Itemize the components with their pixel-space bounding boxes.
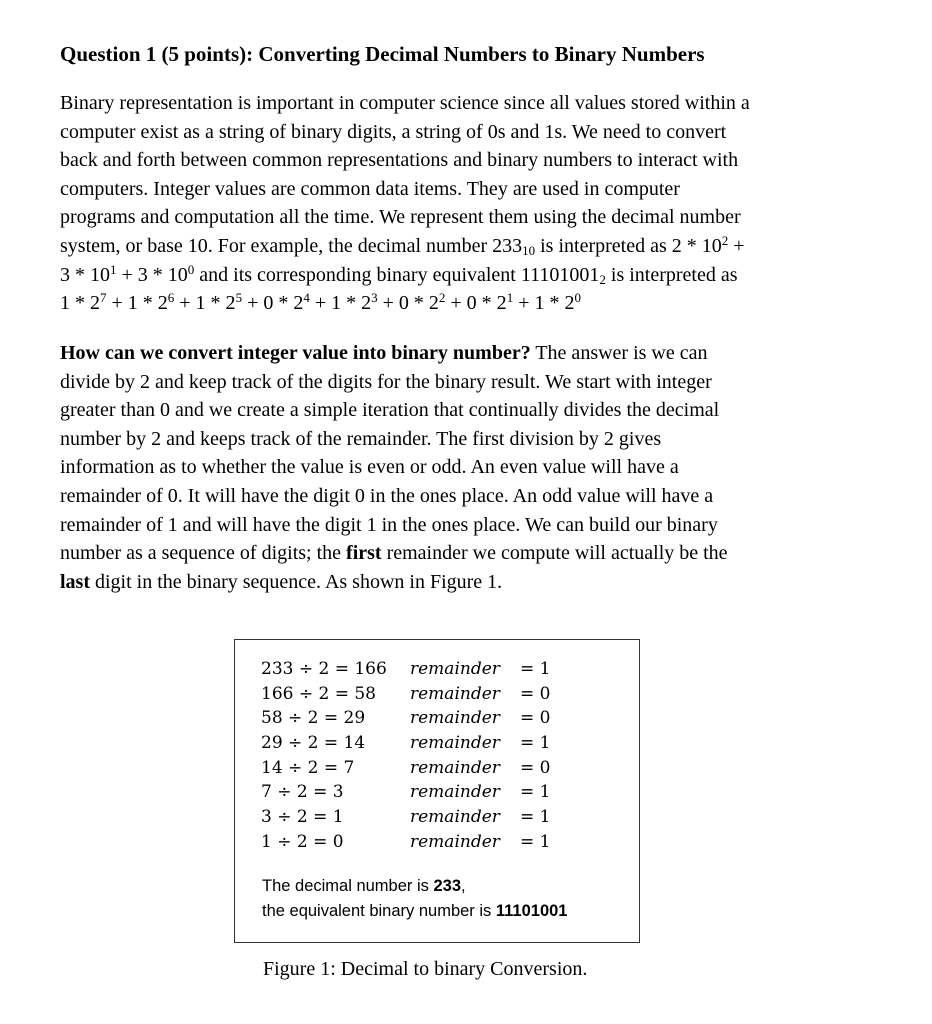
decimal-value: 233 <box>433 877 462 895</box>
step-remainder-label: remainder <box>410 659 500 679</box>
text-fragment: digit in the binary sequence. As shown in Figure 1. <box>90 570 503 593</box>
term-coef: + 1 * 2 <box>106 292 168 315</box>
term-coef: + 1 * 2 <box>513 292 575 315</box>
step-remainder-value: = 1 <box>520 807 551 828</box>
exponent: 6 <box>167 290 175 306</box>
step-equation: 233 ÷ 2 = 166 <box>261 659 387 679</box>
intro-line-3: back and forth between common representations and binary numbers to interact with <box>60 149 739 172</box>
text-fragment: 3 * 10 <box>60 263 110 286</box>
method-paragraph <box>60 339 840 596</box>
method-line-1 <box>60 339 840 368</box>
bold-question: How can we convert integer value into binary number? <box>60 342 531 364</box>
step-remainder-value: = 1 <box>520 782 551 803</box>
step-remainder-value: = 1 <box>520 733 551 754</box>
step-remainder-label: remainder <box>410 831 500 852</box>
exponent: 3 <box>371 290 378 306</box>
step-remainder-value: = 1 <box>520 659 551 679</box>
figure-box <box>234 639 640 943</box>
exponent: 7 <box>100 290 107 306</box>
binary-value: 11101001 <box>495 902 568 920</box>
bold-word-last: last <box>60 570 90 593</box>
intro-line-2: computer exist as a string of binary digits, a string of 0s and 1s. We need to convert <box>60 120 727 143</box>
step-remainder-value: = 0 <box>520 683 551 704</box>
step-equation: 3 ÷ 2 = 1 <box>261 807 344 828</box>
summary-binary-line <box>262 899 567 924</box>
term-coef: + 1 * 2 <box>309 292 372 315</box>
text-fragment: and its corresponding binary equivalent 11101001 <box>194 263 600 286</box>
text-fragment: the equivalent binary number is <box>262 902 496 920</box>
step-equation: 7 ÷ 2 = 3 <box>261 782 344 803</box>
text-fragment: + <box>728 234 745 257</box>
term-coef: 1 * 2 <box>60 292 100 315</box>
method-line-9 <box>60 568 840 597</box>
text-fragment: system, or base 10. For example, the decimal number 233 <box>60 234 523 257</box>
method-line-3: greater than 0 and we create a simple iteration that continually divides the decimal <box>60 399 720 422</box>
exponent: 0 <box>574 290 581 306</box>
text-fragment: , <box>461 877 466 895</box>
text-fragment: number as a sequence of digits; the <box>60 542 347 565</box>
step-equation: 14 ÷ 2 = 7 <box>261 757 355 778</box>
step-remainder-label: remainder <box>410 708 500 729</box>
text-fragment: is interpreted as <box>605 263 738 286</box>
exponent: 0 <box>187 261 195 277</box>
step-remainder-value: = 0 <box>520 708 551 729</box>
step-remainder-label: remainder <box>410 807 500 828</box>
intro-line-6 <box>60 232 840 261</box>
text-fragment: is interpreted as 2 * 10 <box>535 234 722 257</box>
step-remainder-value: = 1 <box>520 831 551 852</box>
method-line-8 <box>60 539 840 568</box>
conversion-summary <box>262 874 567 924</box>
method-line-6: remainder of 0. It will have the digit 0 in the ones place. An odd value will have a <box>60 484 714 507</box>
bold-word-first: first <box>346 542 382 565</box>
method-line-4: number by 2 and keeps track of the remainder. The first division by 2 gives <box>60 427 662 450</box>
question-title: Question 1 (5 points): Converting Decimal Numbers to Binary Numbers <box>60 42 705 66</box>
step-equation: 29 ÷ 2 = 14 <box>261 733 366 754</box>
method-line-7: remainder of 1 and will have the digit 1 in the ones place. We can build our binary <box>60 513 718 536</box>
term-coef: + 0 * 2 <box>445 292 507 315</box>
summary-decimal-line <box>262 874 567 899</box>
text-fragment: The decimal number is <box>262 877 434 895</box>
step-remainder-label: remainder <box>410 782 500 803</box>
exponent: 2 <box>721 232 729 248</box>
intro-line-4: computers. Integer values are common data items. They are used in computer <box>60 177 680 200</box>
base-subscript: 2 <box>599 271 606 287</box>
text-fragment: The answer is we can <box>530 342 708 364</box>
intro-line-8-expansion <box>60 289 840 318</box>
intro-line-1: Binary representation is important in computer science since all values stored within a <box>60 92 750 114</box>
exponent: 1 <box>506 290 514 306</box>
exponent: 4 <box>303 290 310 306</box>
text-fragment: + 3 * 10 <box>116 263 188 286</box>
step-equation: 1 ÷ 2 = 0 <box>261 831 344 852</box>
step-equation: 58 ÷ 2 = 29 <box>261 708 366 729</box>
term-coef: + 0 * 2 <box>242 292 304 315</box>
step-remainder-label: remainder <box>410 683 500 704</box>
method-line-5: information as to whether the value is even or odd. An even value will have a <box>60 456 679 479</box>
step-remainder-label: remainder <box>410 757 500 778</box>
intro-line-7 <box>60 261 840 290</box>
figure-caption: Figure 1: Decimal to binary Conversion. <box>263 958 588 980</box>
intro-paragraph <box>60 89 840 318</box>
text-fragment: remainder we compute will actually be the <box>381 542 728 565</box>
exponent: 2 <box>438 290 446 306</box>
base-subscript: 10 <box>522 242 536 258</box>
step-equation: 166 ÷ 2 = 58 <box>261 683 376 704</box>
step-remainder-value: = 0 <box>520 757 551 778</box>
term-coef: + 1 * 2 <box>174 292 236 315</box>
step-remainder-label: remainder <box>410 733 500 754</box>
method-line-2: divide by 2 and keep track of the digits for the binary result. We start with integer <box>60 370 712 393</box>
exponent: 5 <box>235 290 243 306</box>
exponent: 1 <box>110 261 117 277</box>
term-coef: + 0 * 2 <box>377 292 439 315</box>
intro-line-5: programs and computation all the time. We represent them using the decimal number <box>60 206 741 229</box>
